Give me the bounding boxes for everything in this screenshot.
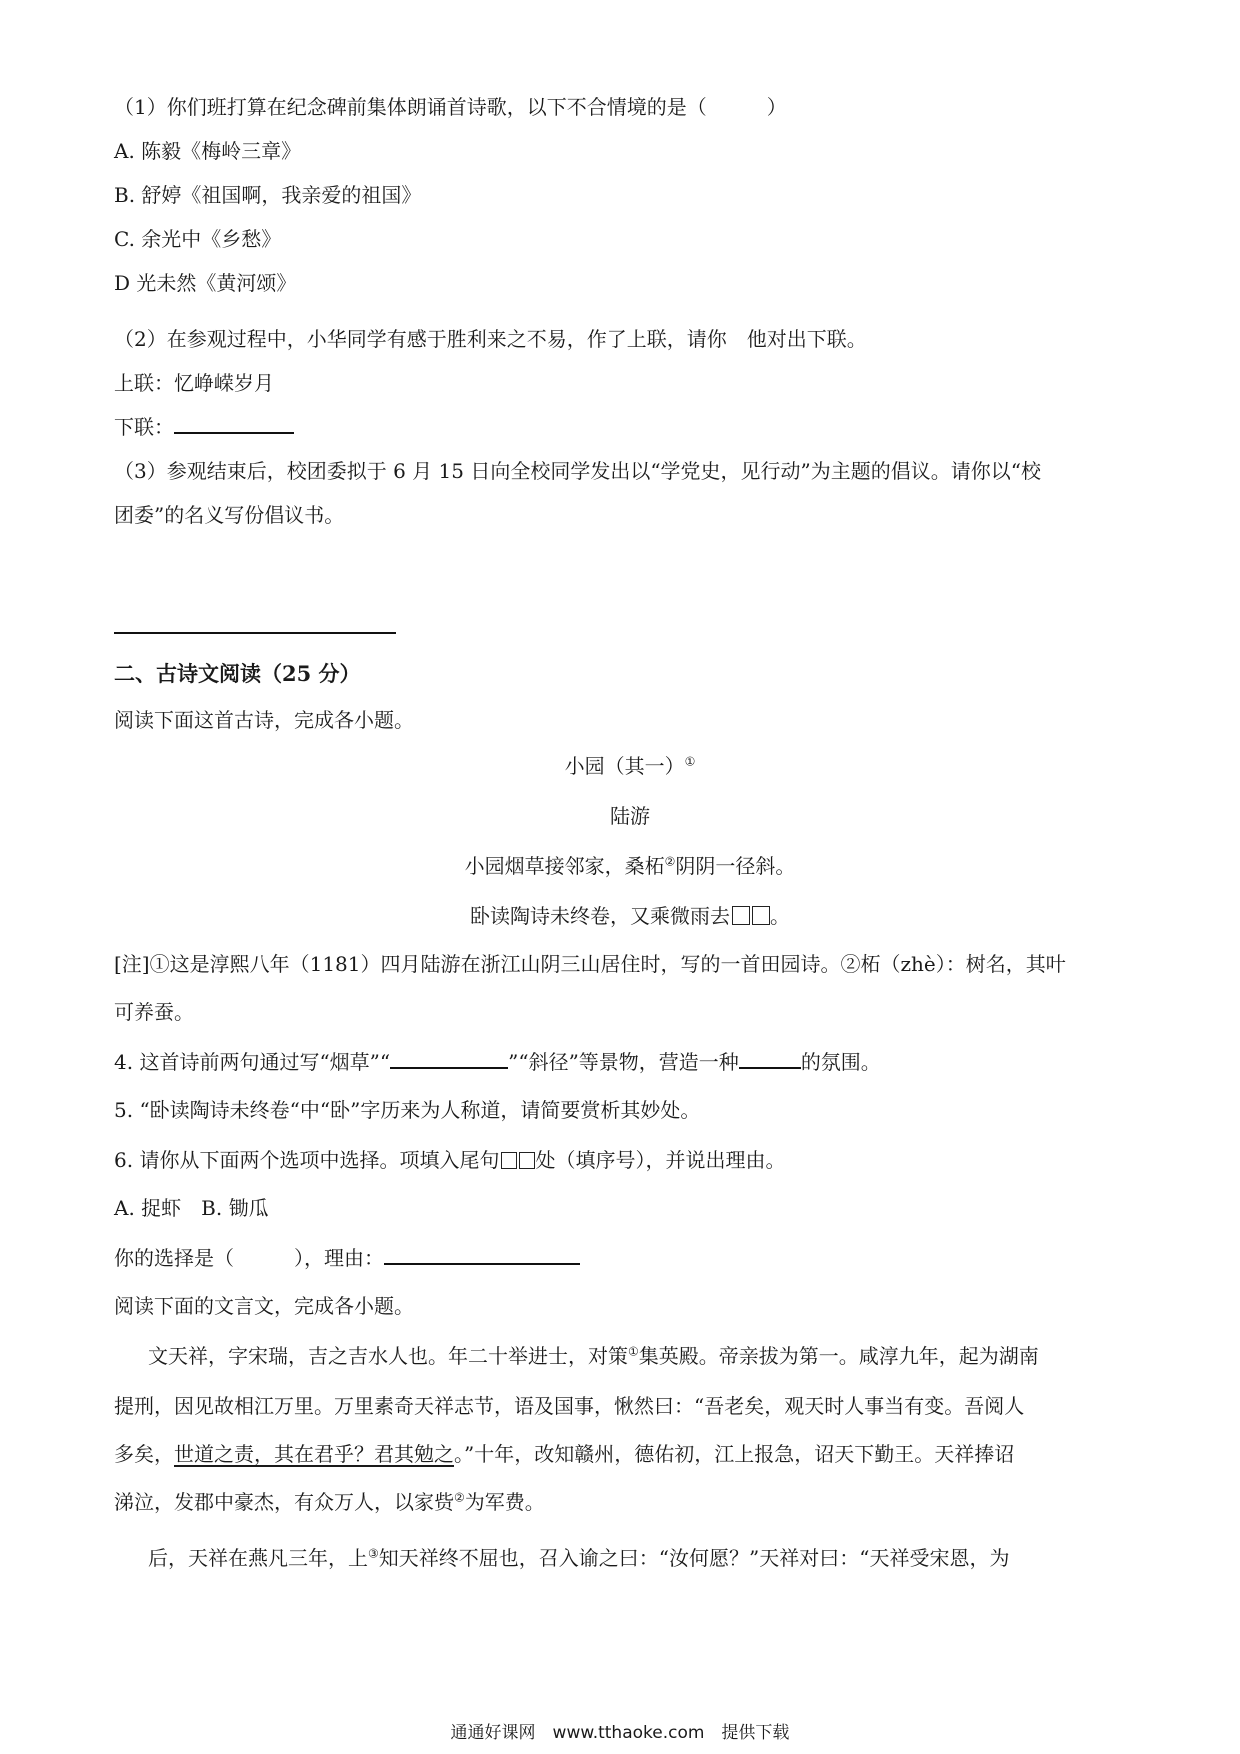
q4-part-a: 4. 这首诗前两句通过写“烟草”“ [114,1050,391,1074]
prose-p1-line1 [148,1342,1039,1370]
section-divider [114,632,396,634]
q2-prompt: （2）在参观过程中，小华同学有感于胜利来之不易，作了上联，请你 他对出下联。 [114,327,867,351]
q6-reason-blank[interactable] [384,1245,580,1265]
poem-note-line1: [注]①这是淳熙八年（1181）四月陆游在浙江山阴三山居住时，写的一首田园诗。②柘（zhè）：树名，其叶 [114,952,1066,976]
q4-part-c: 的氛围。 [800,1050,881,1074]
q2-upper-couplet: 上联：忆峥嵘岁月 [114,371,274,395]
poem-line-1-note: ② [664,854,676,869]
poem-title-note: ① [684,754,696,769]
prose-underlined-phrase: 世道之责，其在君乎？君其勉之 [174,1442,454,1466]
prose-p1-line4-note: ② [454,1490,465,1505]
q4-blank-1[interactable] [390,1049,508,1069]
poem-line-1-b: 阴阴一径斜。 [675,854,796,878]
prose-p1-line1-a: 文天祥，字宋瑞，吉之吉水人也。年二十举进士，对策 [148,1344,628,1368]
blank-box-1 [732,906,750,925]
poem-intro: 阅读下面这首古诗，完成各小题。 [114,708,414,732]
prose-p2-line1-a: 后，天祥在燕凡三年，上 [148,1546,368,1570]
prose-p1-line4-b: 为军费。 [464,1490,545,1514]
prose-intro: 阅读下面的文言文，完成各小题。 [114,1294,414,1318]
q1-option-a: A. 陈毅《梅岭三章》 [114,139,302,163]
blank-box-2 [752,906,770,925]
poem-author: 陆游 [610,804,650,828]
page-footer: 通通好课网 www.tthaoke.com 提供下载 [450,1723,790,1743]
q4-part-b: ”“斜径”等景物，营造一种 [508,1050,739,1074]
poem-note-line2: 可养蚕。 [114,1000,194,1024]
poem-line-2: 卧读陶诗未终卷，又乘微雨去 。 [470,904,790,928]
poem-line-1-a: 小园烟草接邻家，桑柘 [464,854,665,878]
prose-p1-line4 [114,1488,545,1516]
prose-p2-line1-note: ③ [368,1546,379,1561]
poem-line-1 [10,852,1240,880]
q2-answer-blank[interactable] [174,414,294,434]
q2-lower-label: 下联： [114,415,174,439]
q6-box-1 [501,1152,517,1169]
prose-p1-line1-b: 集英殿。帝亲拔为第一。咸淳九年，起为湖南 [638,1344,1039,1368]
q6-part-a: 6. 请你从下面两个选项中选择。项填入尾句 [114,1148,500,1172]
prose-p2-line1 [148,1544,1009,1572]
q6-answer [114,1244,580,1272]
q6-answer-label: 你的选择是（ ），理由： [114,1246,384,1270]
prose-p1-line2: 提刑，因见故相江万里。万里素奇天祥志节，语及国事，愀然曰：“吾老矣，观天时人事当有变。吾阅人 [114,1394,1025,1418]
q5: 5. “卧读陶诗未终卷“中“卧”字历来为人称道，请简要赏析其妙处。 [114,1098,701,1122]
prose-p1-line3-b: 。”十年，改知赣州，德佑初，江上报急，诏天下勤王。天祥捧诏 [454,1442,1015,1466]
prose-p1-line3 [114,1440,1014,1468]
prose-p1-line3-a: 多矣， [114,1442,174,1466]
q1-option-d: D 光未然《黄河颂》 [114,271,297,295]
q1-option-c: C. 余光中《乡愁》 [114,227,282,251]
q2-lower-couplet [114,413,294,441]
poem-title-text: 小园（其一） [564,754,685,778]
q4-blank-2[interactable] [739,1049,801,1069]
prose-p2-line1-b: 知天祥终不屈也，召入谕之曰：“汝何愿？”天祥对曰：“天祥受宋恩，为 [378,1546,1010,1570]
q1-option-b: B. 舒婷《祖国啊，我亲爱的祖国》 [114,183,422,207]
q6-options: A. 捉虾 B. 锄瓜 [114,1196,269,1220]
q4 [114,1048,881,1076]
q3-prompt-line2: 团委”的名义写份倡议书。 [114,503,345,527]
q6 [114,1146,785,1174]
q3-prompt-line1: （3）参观结束后，校团委拟于 6 月 15 日向全校同学发出以“学党史，见行动”为主题的倡议。请你以“校 [114,459,1042,483]
q6-box-2 [519,1152,535,1169]
prose-p1-line4-a: 涕泣，发郡中豪杰，有众万人，以家赀 [114,1490,454,1514]
prose-p1-line1-note: ① [628,1344,639,1359]
poem-line-2-text: 卧读陶诗未终卷，又乘微雨去 [470,904,730,928]
q6-part-b: 处（填序号），并说出理由。 [535,1148,786,1172]
poem-title [10,752,1240,780]
q1-prompt: （1）你们班打算在纪念碑前集体朗诵首诗歌，以下不合情境的是（ ） [114,95,787,119]
section2-heading: 二、古诗文阅读（25 分） [114,661,361,686]
